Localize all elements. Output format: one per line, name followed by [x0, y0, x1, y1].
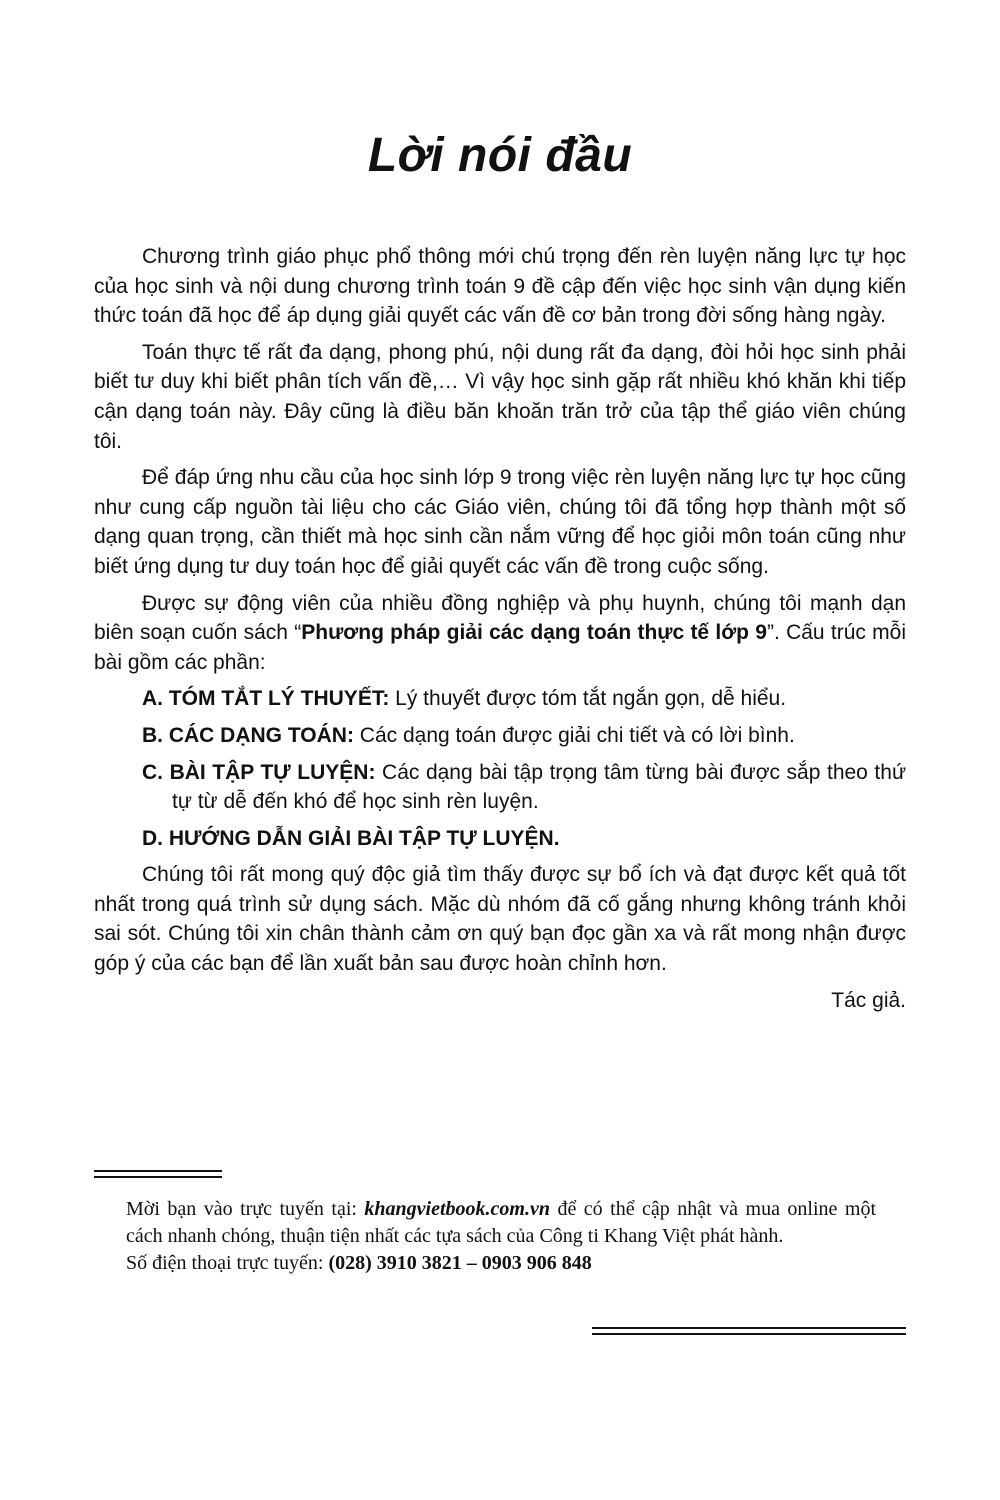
section-desc: Các dạng toán được giải chi tiết và có lời bình. [353, 723, 795, 747]
intro-text-end: ”. Cấu trúc mỗi bài gồm các phần: [94, 621, 906, 674]
preface-body [94, 242, 906, 1015]
footer-phone-line [126, 1250, 876, 1277]
footer-line [126, 1196, 876, 1250]
section-item-a [142, 684, 906, 714]
page-title: Lời nói đầu [367, 129, 633, 182]
section-label: D. HƯỚNG DẪN GIẢI BÀI TẬP TỰ LUYỆN. [142, 826, 560, 850]
section-label: C. BÀI TẬP TỰ LUYỆN: [142, 760, 376, 784]
section-desc: Lý thuyết được tóm tắt ngắn gọn, dễ hiểu. [389, 687, 787, 711]
intro-text: Được sự động viên của nhiều đồng nghiệp và phụ huynh, chúng tôi mạnh dạn biên soạn cuốn sách “ [94, 591, 906, 645]
paragraph: Chương trình giáo phục phổ thông mới chú trọng đến rèn luyện năng lực tự học của học sinh và nội dung chương trình toán 9 đề cập đến việc học sinh vận dụng kiến thức toán đã học để áp dụng giải quyết các vấn đề cơ bản trong đời sống hàng ngày. [94, 245, 906, 328]
book-title: Phương pháp giải các dạng toán thực tế lớp 9 [301, 621, 767, 645]
phone-number: (028) 3910 3821 – 0903 906 848 [328, 1252, 592, 1274]
website-link[interactable]: khangvietbook.com.vn [364, 1198, 550, 1220]
closing-paragraph: Chúng tôi rất mong quý độc giả tìm thấy được sự bổ ích và đạt được kết quả tốt nhất trong quá trình sử dụng sách. Mặc dù nhóm đã cố gắng nhưng không tránh khỏi sai sót. Chúng tôi xin chân thành cảm ơn quý bạn đọc gần xa và rất mong nhận được góp ý của các bạn để lần xuất bản sau được hoàn chỉnh hơn. [94, 863, 906, 976]
section-item-c [142, 758, 906, 817]
signature: Tác giả. [831, 988, 906, 1012]
phone-label: Số điện thoại trực tuyến: [126, 1252, 329, 1274]
footer-divider-bottom [592, 1327, 906, 1339]
footer-note [126, 1196, 876, 1277]
footer-text-end: để có thể cập nhật và mua online một cách nhanh chóng, thuận tiện nhất các tựa sách của Công ti Khang Việt phát hành. [126, 1198, 876, 1247]
paragraph: Toán thực tế rất đa dạng, phong phú, nội dung rất đa dạng, đòi hỏi học sinh phải biết tư duy khi biết phân tích vấn đề,… Vì vậy học sinh gặp rất nhiều khó khăn khi tiếp cận dạng toán này. Đây cũng là điều băn khoăn trăn trở của tập thể giáo viên chúng tôi. [94, 340, 906, 453]
section-label: A. TÓM TẮT LÝ THUYẾT: [142, 687, 390, 711]
footer-divider-top [94, 1170, 222, 1182]
section-label: B. CÁC DẠNG TOÁN: [142, 723, 354, 747]
paragraph: Để đáp ứng nhu cầu của học sinh lớp 9 trong việc rèn luyện năng lực tự học cũng như cung cấp nguồn tài liệu cho các Giáo viên, chúng tôi đã tổng hợp thành một số dạng quan trọng, cần thiết mà học sinh cần nắm vững để học giỏi môn toán cũng như biết ứng dụng tư duy toán học để giải quyết các vấn đề trong cuộc sống. [94, 466, 906, 578]
footer-text: Mời bạn vào trực tuyến tại: [126, 1198, 365, 1220]
section-item-d [142, 824, 906, 854]
section-item-b [142, 721, 906, 751]
section-desc: Các dạng bài tập trọng tâm từng bài được sắp theo thứ tự từ dễ đến khó để học sinh rèn luyện. [172, 760, 906, 814]
intro-paragraph [94, 589, 906, 678]
